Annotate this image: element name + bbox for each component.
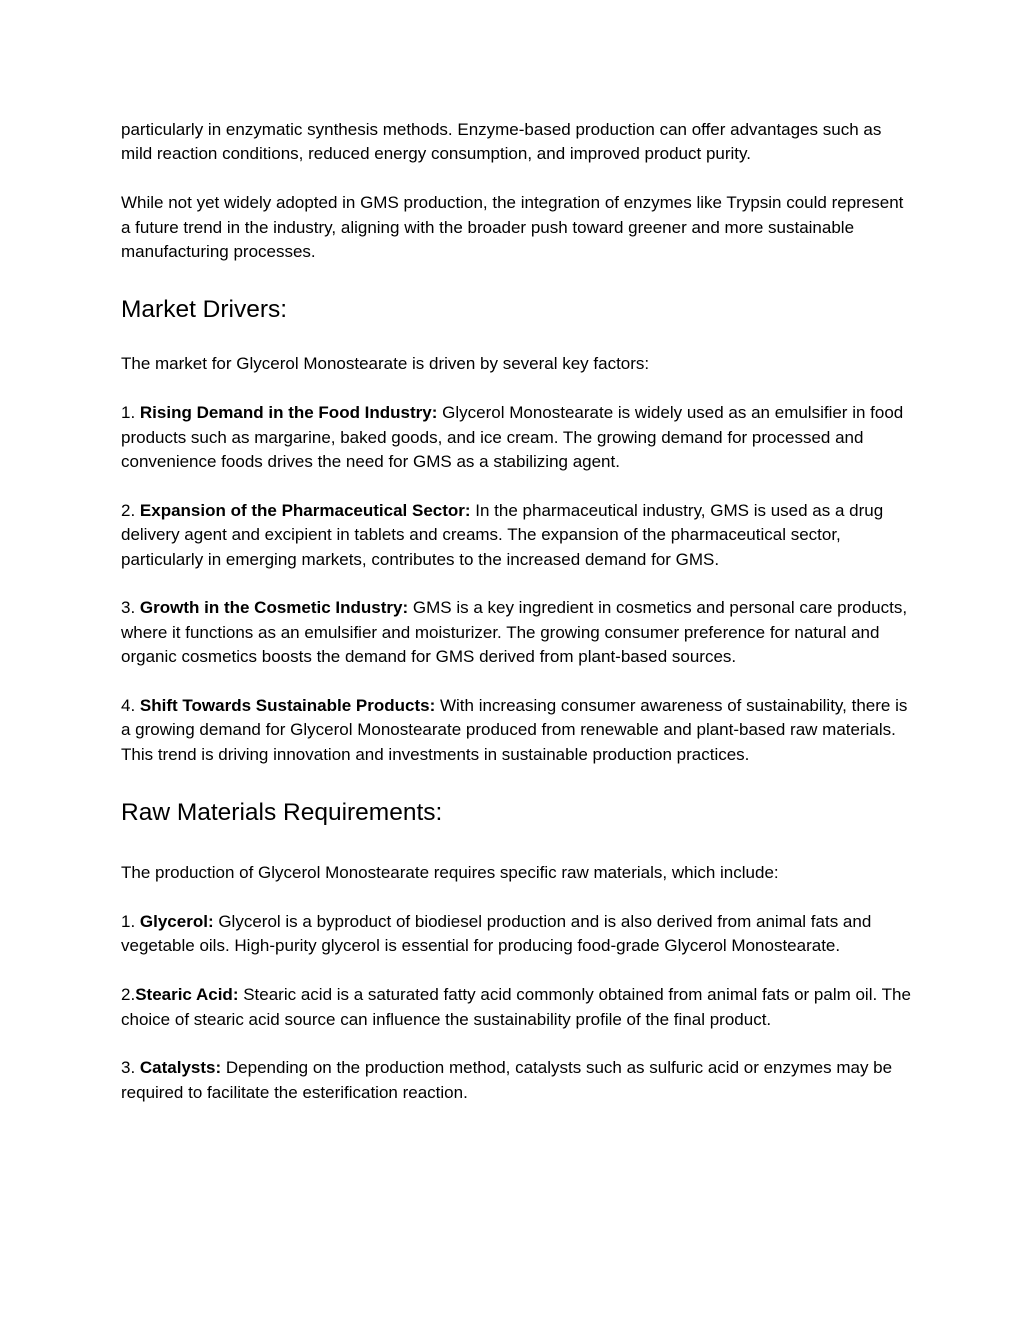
item-number: 2. — [121, 500, 140, 520]
market-driver-item — [121, 694, 911, 767]
item-number: 3. — [121, 1058, 140, 1078]
item-term: Glycerol: — [139, 912, 214, 932]
item-term: Shift Towards Sustainable Products: — [139, 696, 436, 716]
item-number: 4. — [121, 696, 140, 716]
intro-paragraph-1: particularly in enzymatic synthesis methods. Enzyme-based production can offer advantages such as mild reaction conditions, reduced energy consumption, and improved product purity. — [121, 120, 882, 164]
item-number: 1. — [121, 912, 140, 932]
item-number: 2. — [121, 985, 136, 1005]
item-number: 3. — [121, 598, 140, 618]
raw-material-item — [121, 1056, 911, 1105]
document-page — [121, 118, 911, 1105]
item-text: Glycerol is a byproduct of biodiesel production and is also derived from animal fats and vegetable oils. High-purity glycerol is essential for producing food-grade Glycerol Monostearate. — [121, 912, 872, 956]
item-text: Stearic acid is a saturated fatty acid commonly obtained from animal fats or palm oil. The choice of stearic acid source can influence the sustainability profile of the final product. — [121, 985, 911, 1029]
market-driver-item — [121, 499, 911, 572]
raw-materials-heading: Raw Materials Requirements: — [121, 799, 443, 827]
item-term: Catalysts: — [139, 1058, 222, 1078]
item-text: Depending on the production method, catalysts such as sulfuric acid or enzymes may be required to facilitate the esterification reaction. — [121, 1058, 893, 1102]
raw-materials-intro: The production of Glycerol Monostearate requires specific raw materials, which include: — [121, 863, 779, 883]
item-term: Expansion of the Pharmaceutical Sector: — [139, 500, 471, 520]
intro-paragraph-2: While not yet widely adopted in GMS production, the integration of enzymes like Trypsin could represent a future trend in the industry, aligning with the broader push toward greener and more sustainable manufacturing processes. — [121, 193, 904, 262]
item-number: 1. — [121, 403, 140, 423]
item-term: Stearic Acid: — [135, 985, 239, 1005]
item-text: In the pharmaceutical industry, GMS is used as a drug delivery agent and excipient in tablets and creams. The expansion of the pharmaceutical sector, particularly in emerging markets, contributes to the increased demand for GMS. — [121, 500, 884, 569]
item-term: Growth in the Cosmetic Industry: — [139, 598, 409, 618]
raw-material-item — [121, 910, 911, 959]
raw-material-item — [121, 983, 911, 1032]
market-driver-item — [121, 401, 911, 474]
item-text: GMS is a key ingredient in cosmetics and personal care products, where it functions as an emulsifier and moisturizer. The growing consumer preference for natural and organic cosmetics boosts the demand for GMS derived from plant-based sources. — [121, 598, 908, 667]
market-driver-item — [121, 596, 911, 669]
market-drivers-heading: Market Drivers: — [121, 296, 288, 324]
item-text: Glycerol Monostearate is widely used as an emulsifier in food products such as margarine, baked goods, and ice cream. The growing demand for processed and convenience foods drives the need for GMS as a stabilizing agent. — [121, 403, 904, 472]
item-text: With increasing consumer awareness of sustainability, there is a growing demand for Glycerol Monostearate produced from renewable and plant-based raw materials. This trend is driving innovation and investments in sustainable production practices. — [121, 696, 908, 764]
item-term: Rising Demand in the Food Industry: — [139, 403, 438, 423]
market-drivers-intro: The market for Glycerol Monostearate is driven by several key factors: — [121, 354, 650, 374]
